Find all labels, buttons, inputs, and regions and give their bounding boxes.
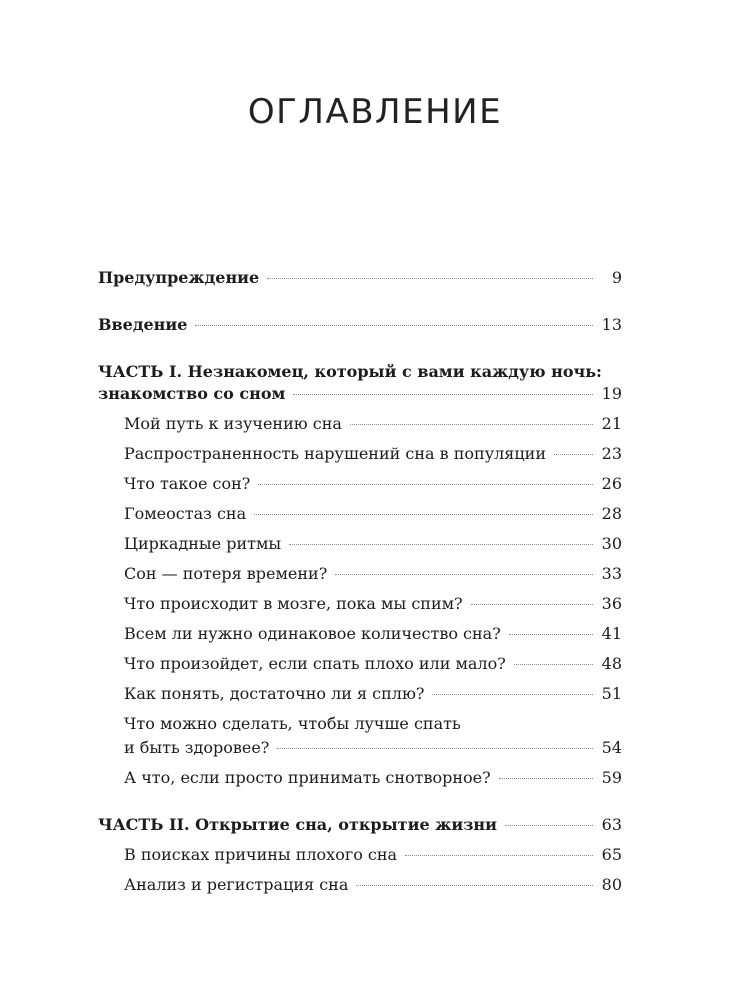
toc-entry-title: Что можно сделать, чтобы лучше спать	[124, 714, 461, 733]
toc-entry-title: В поисках причины плохого сна	[124, 845, 398, 864]
toc-entry[interactable]	[124, 414, 622, 433]
toc-entry-warning[interactable]	[98, 268, 622, 287]
toc-entry-title: знакомство со сном	[98, 384, 286, 403]
dot-leader	[432, 694, 593, 695]
dot-leader	[195, 325, 593, 326]
dot-leader	[471, 604, 593, 605]
toc-entry[interactable]	[124, 875, 622, 894]
toc-entry[interactable]	[124, 684, 622, 703]
toc-page-number: 54	[601, 738, 622, 757]
dot-leader	[267, 278, 593, 279]
toc-page-number: 48	[601, 654, 622, 673]
toc-entry-part2[interactable]	[98, 815, 622, 834]
toc-page-number: 9	[611, 268, 622, 287]
toc-entry-title: Распространенность нарушений сна в популяции	[124, 444, 546, 463]
dot-leader	[258, 484, 593, 485]
dot-leader	[277, 748, 593, 749]
toc-entry-title: Циркадные ритмы	[124, 534, 282, 553]
toc-entry[interactable]	[124, 768, 622, 787]
toc-page-number: 13	[601, 315, 622, 334]
toc-page-number: 28	[601, 504, 622, 523]
toc-page-number: 80	[601, 875, 622, 894]
toc-entry[interactable]	[124, 594, 622, 613]
toc-page-number: 51	[601, 684, 622, 703]
dot-leader	[514, 664, 593, 665]
toc-part1-line1[interactable]	[98, 362, 622, 381]
toc-entry-title: и быть здоровее?	[124, 738, 270, 757]
page-title: ОГЛАВЛЕНИЕ	[247, 92, 503, 132]
toc-entry-title: А что, если просто принимать снотворное?	[124, 768, 491, 787]
dot-leader	[505, 825, 593, 826]
toc-page-number: 30	[601, 534, 622, 553]
toc-entry-title: Гомеостаз сна	[124, 504, 247, 523]
toc-page-number: 26	[601, 474, 622, 493]
toc-entry-line1[interactable]	[124, 714, 622, 733]
toc-entry-title: Сон — потеря времени?	[124, 564, 328, 583]
toc-entry-title: Всем ли нужно одинаковое количество сна?	[124, 624, 501, 643]
toc-entry[interactable]	[124, 474, 622, 493]
dot-leader	[405, 855, 593, 856]
toc-entry[interactable]	[124, 444, 622, 463]
toc-entry-title: Мой путь к изучению сна	[124, 414, 342, 433]
toc-entry[interactable]	[124, 624, 622, 643]
toc-page-number: 65	[601, 845, 622, 864]
toc-entry-title: Что произойдет, если спать плохо или мало?	[124, 654, 506, 673]
toc-entry-title: Как понять, достаточно ли я сплю?	[124, 684, 425, 703]
dot-leader	[356, 885, 593, 886]
dot-leader	[554, 454, 593, 455]
dot-leader	[293, 394, 593, 395]
toc-page-number: 63	[601, 815, 622, 834]
toc-entry-introduction[interactable]	[98, 315, 622, 334]
toc-entry[interactable]	[124, 845, 622, 864]
toc-entry-title: Что происходит в мозге, пока мы спим?	[124, 594, 463, 613]
toc-entry-title: Анализ и регистрация сна	[124, 875, 349, 894]
toc-entry[interactable]	[124, 504, 622, 523]
toc-entry[interactable]	[124, 738, 622, 757]
dot-leader	[254, 514, 593, 515]
dot-leader	[509, 634, 593, 635]
toc-page-number: 36	[601, 594, 622, 613]
toc-entry-title: Введение	[98, 315, 188, 334]
toc-page-number: 33	[601, 564, 622, 583]
toc-page-number: 21	[601, 414, 622, 433]
toc-entry-title: ЧАСТЬ I. Незнакомец, который с вами каждую ночь:	[98, 362, 602, 381]
toc-page-number: 41	[601, 624, 622, 643]
dot-leader	[335, 574, 593, 575]
toc-entry-title: ЧАСТЬ II. Открытие сна, открытие жизни	[98, 815, 497, 834]
toc-entry[interactable]	[124, 564, 622, 583]
toc-entry-part1[interactable]	[98, 384, 622, 403]
dot-leader	[289, 544, 593, 545]
toc-page-number: 19	[601, 384, 622, 403]
toc-entry-title: Предупреждение	[98, 268, 260, 287]
dot-leader	[499, 778, 593, 779]
toc-page-number: 23	[601, 444, 622, 463]
toc-entry-title: Что такое сон?	[124, 474, 251, 493]
toc-entry[interactable]	[124, 534, 622, 553]
toc-entry[interactable]	[124, 654, 622, 673]
toc-page-number: 59	[601, 768, 622, 787]
dot-leader	[350, 424, 593, 425]
